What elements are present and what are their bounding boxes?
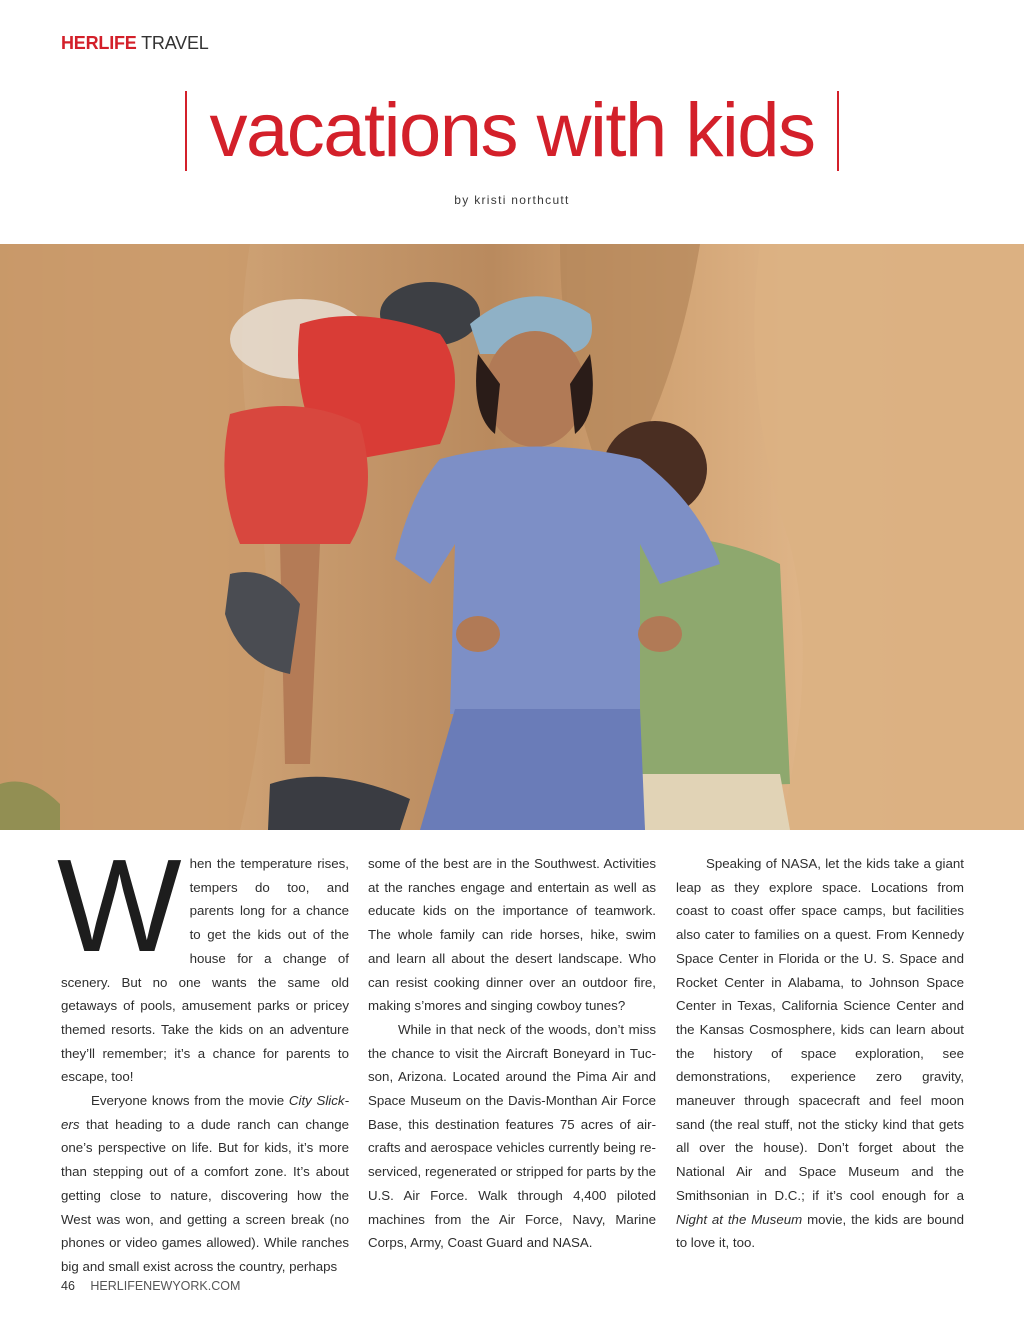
paragraph: hen the temperature rises, tempers do too, and parents long for a chance to get the kids out of the house for a change of scenery. But no one wants the same old getaways of pools, amusement parks or pricey themed resorts. Take the kids on an adventure they’ll remember; it’s a chance for parents to escape, too! bbox=[61, 856, 349, 1085]
paragraph bbox=[61, 1089, 349, 1279]
article-title: vacations with kids bbox=[209, 88, 815, 173]
text-run: Speaking of NASA, let the kids take a giant leap as they explore space. Locations from coast to coast offer space camps, but facilities also cater to families on a quest. From Kennedy Space Center in Florida or the U. S. Space and Rocket Center in Alabama, to Johnson Space Center in Texas, California Science Center and the Kansas Cosmosphere, kids can learn about the history of space exploration, see demonstrations, experience zero gravity, maneuver through spacecraft and feel moon sand (the real stuff, not the sticky kind that gets all over the house). Don’t forget about the National Air and Space Museum and the Smithsonian in D.C.; if it’s cool enough for a bbox=[676, 856, 964, 1203]
title-left-rule bbox=[185, 91, 187, 171]
drop-cap: W bbox=[57, 832, 182, 979]
text-run: that heading to a dude ranch can change one’s perspective on life. But for kids, it’s more than stepping out of a comfort zone. It’s about getting close to nature, discovering how the West was won, and getting a screen break (no phones or video games allowed). While ranches big and small exist across the country, perhaps bbox=[61, 1116, 349, 1274]
title-block bbox=[0, 88, 1024, 174]
paragraph: some of the best are in the Southwest. Activities at the ranches engage and entertain as well as educate kids on the importance of teamwork. The whole family can ride horses, hike, swim and learn all about the desert landscape. Who can resist cooking dinner over an outdoor fire, making s’mores and singing cowboy tunes? bbox=[368, 856, 656, 1014]
movie-title: Night at the Museum bbox=[676, 1211, 803, 1227]
section-header bbox=[61, 33, 209, 54]
text-run: movie, the kids are bound to love it, too. bbox=[676, 1211, 965, 1251]
byline: by kristi northcutt bbox=[454, 193, 570, 207]
article-column-2 bbox=[368, 852, 656, 1255]
page-number: 46 bbox=[61, 1279, 75, 1293]
title-right-rule bbox=[837, 91, 839, 171]
page-footer bbox=[61, 1279, 240, 1293]
magazine-brand: HERLIFE bbox=[61, 33, 137, 53]
paragraph: While in that neck of the woods, don’t miss the chance to visit the Aircraft Boneyard in Tucson, Arizona. Located around the Pima Air and Space Museum on the Davis-Monthan Air Force Base, this destination features 75 acres of aircrafts and aerospace vehicles currently being re-serviced, regenerated or stripped for parts by the U.S. Air Force. Walk through 4,400 piloted machines from the Air Force, Navy, Marine Corps, Army, Coast Guard and NASA. bbox=[368, 1021, 656, 1251]
article-column-1 bbox=[57, 832, 349, 1279]
article-column-3 bbox=[676, 852, 964, 1255]
paragraph bbox=[676, 852, 964, 1255]
section-name: TRAVEL bbox=[141, 33, 209, 53]
text-run: Everyone knows from the movie bbox=[91, 1093, 289, 1109]
kids-photo-illustration bbox=[0, 244, 1024, 830]
movie-title: City Slickers bbox=[61, 1093, 349, 1132]
website-url: HERLIFENEWYORK.COM bbox=[90, 1279, 241, 1293]
kids-photo bbox=[0, 244, 1024, 830]
